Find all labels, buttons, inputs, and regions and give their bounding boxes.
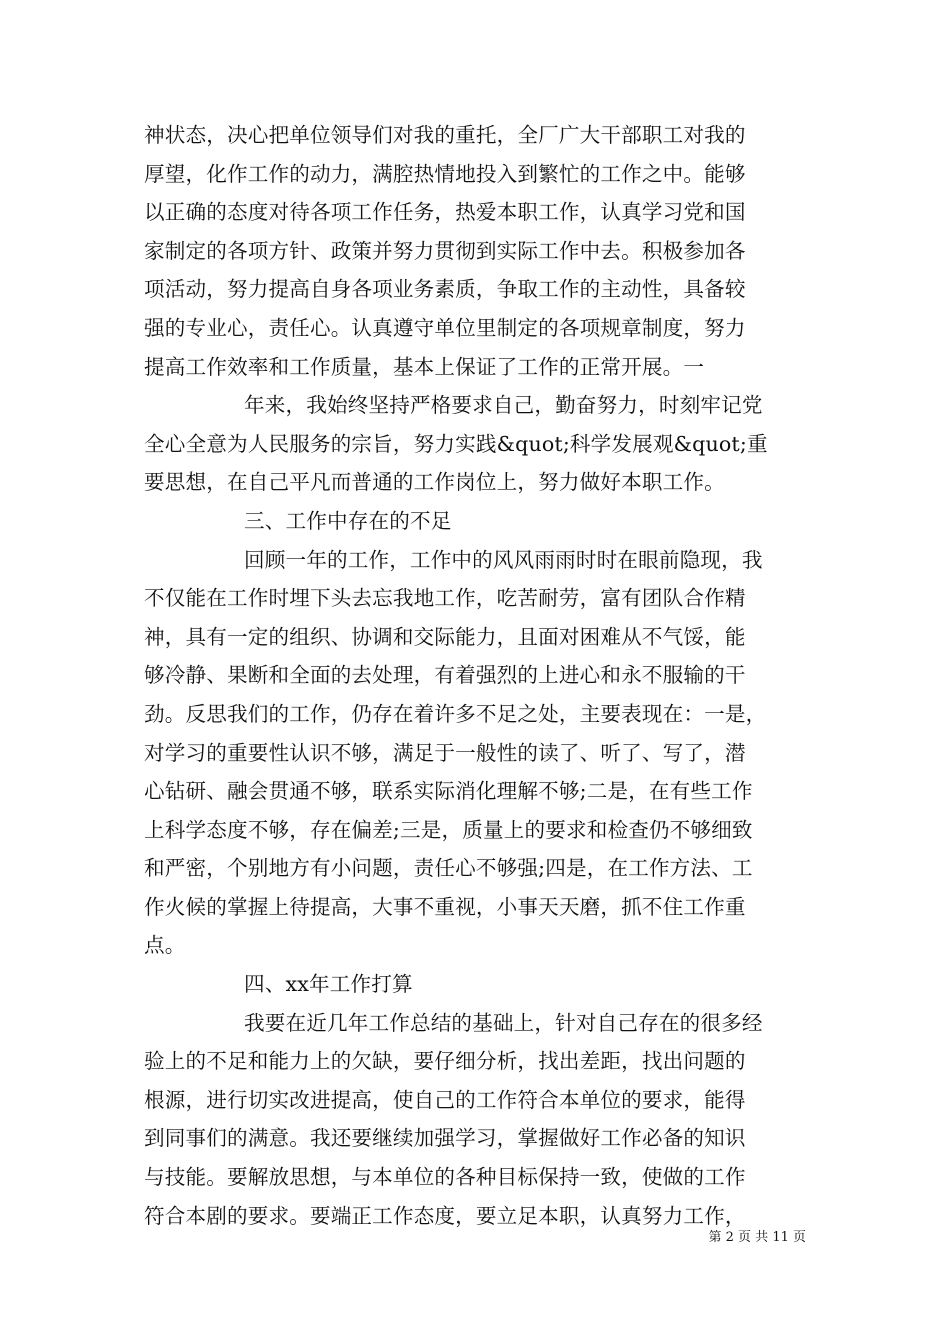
text-line: 厚望，化作工作的动力，满腔热情地投入到繁忙的工作之中。能够 <box>144 161 746 186</box>
document-body <box>144 116 808 1235</box>
text-line: 以正确的态度对待各项工作任务，热爱本职工作，认真学习党和国 <box>144 200 746 225</box>
text-line: 家制定的各项方针、政策并努力贯彻到实际工作中去。积极参加各 <box>144 238 746 263</box>
text-line: 提高工作效率和工作质量，基本上保证了工作的正常开展。一 <box>144 354 705 379</box>
text-line: 劲。反思我们的工作，仍存在着许多不足之处，主要表现在：一是， <box>144 701 767 726</box>
text-line: 够冷静、果断和全面的去处理，有着强烈的上进心和永不服输的干 <box>144 663 746 688</box>
text-line: 项活动，努力提高自身各项业务素质，争取工作的主动性，具备较 <box>144 277 746 302</box>
text-line: 验上的不足和能力上的欠缺，要仔细分析，找出差距，找出问题的 <box>144 1049 746 1074</box>
text-line: 神，具有一定的组织、协调和交际能力，且面对困难从不气馁，能 <box>144 624 746 649</box>
text-line: 作火候的掌握上待提高，大事不重视，小事天天磨，抓不住工作重 <box>144 894 746 919</box>
text-line: 强的专业心，责任心。认真遵守单位里制定的各项规章制度，努力 <box>144 315 746 340</box>
section-heading: 三、工作中存在的不足 <box>244 508 452 533</box>
text-line: 全心全意为人民服务的宗旨，努力实践&quot;科学发展观&quot;重 <box>144 431 768 456</box>
text-line: 要思想，在自己平凡而普通的工作岗位上，努力做好本职工作。 <box>144 470 725 495</box>
page-number: 第 2 页 共 11 页 <box>708 1230 806 1245</box>
text-line: 年来，我始终坚持严格要求自己，勤奋努力，时刻牢记党 <box>244 393 763 418</box>
text-line: 我要在近几年工作总结的基础上，针对自己存在的很多经 <box>244 1010 763 1035</box>
text-line: 到同事们的满意。我还要继续加强学习，掌握做好工作必备的知识 <box>144 1126 746 1151</box>
text-line: 点。 <box>144 933 186 958</box>
text-line: 神状态，决心把单位领导们对我的重托，全厂广大干部职工对我的 <box>144 123 746 147</box>
text-line: 与技能。要解放思想，与本单位的各种目标保持一致，使做的工作 <box>144 1165 746 1190</box>
text-line: 上科学态度不够，存在偏差;三是，质量上的要求和检查仍不够细致 <box>144 817 753 842</box>
text-line: 回顾一年的工作，工作中的风风雨雨时时在眼前隐现，我 <box>244 547 763 572</box>
text-line: 和严密，个别地方有小问题，责任心不够强;四是，在工作方法、工 <box>144 856 753 881</box>
section-heading: 四、xx年工作打算 <box>244 972 413 997</box>
text-line: 心钻研、融会贯通不够，联系实际消化理解不够;二是，在有些工作 <box>144 779 753 804</box>
text-line: 对学习的重要性认识不够，满足于一般性的读了、听了、写了，潜 <box>144 740 746 765</box>
text-line: 不仅能在工作时埋下头去忘我地工作，吃苦耐劳，富有团队合作精 <box>144 586 746 611</box>
text-line: 根源，进行切实改进提高，使自己的工作符合本单位的要求，能得 <box>144 1087 746 1112</box>
text-line: 符合本剧的要求。要端正工作态度，要立足本职，认真努力工作， <box>144 1203 746 1228</box>
